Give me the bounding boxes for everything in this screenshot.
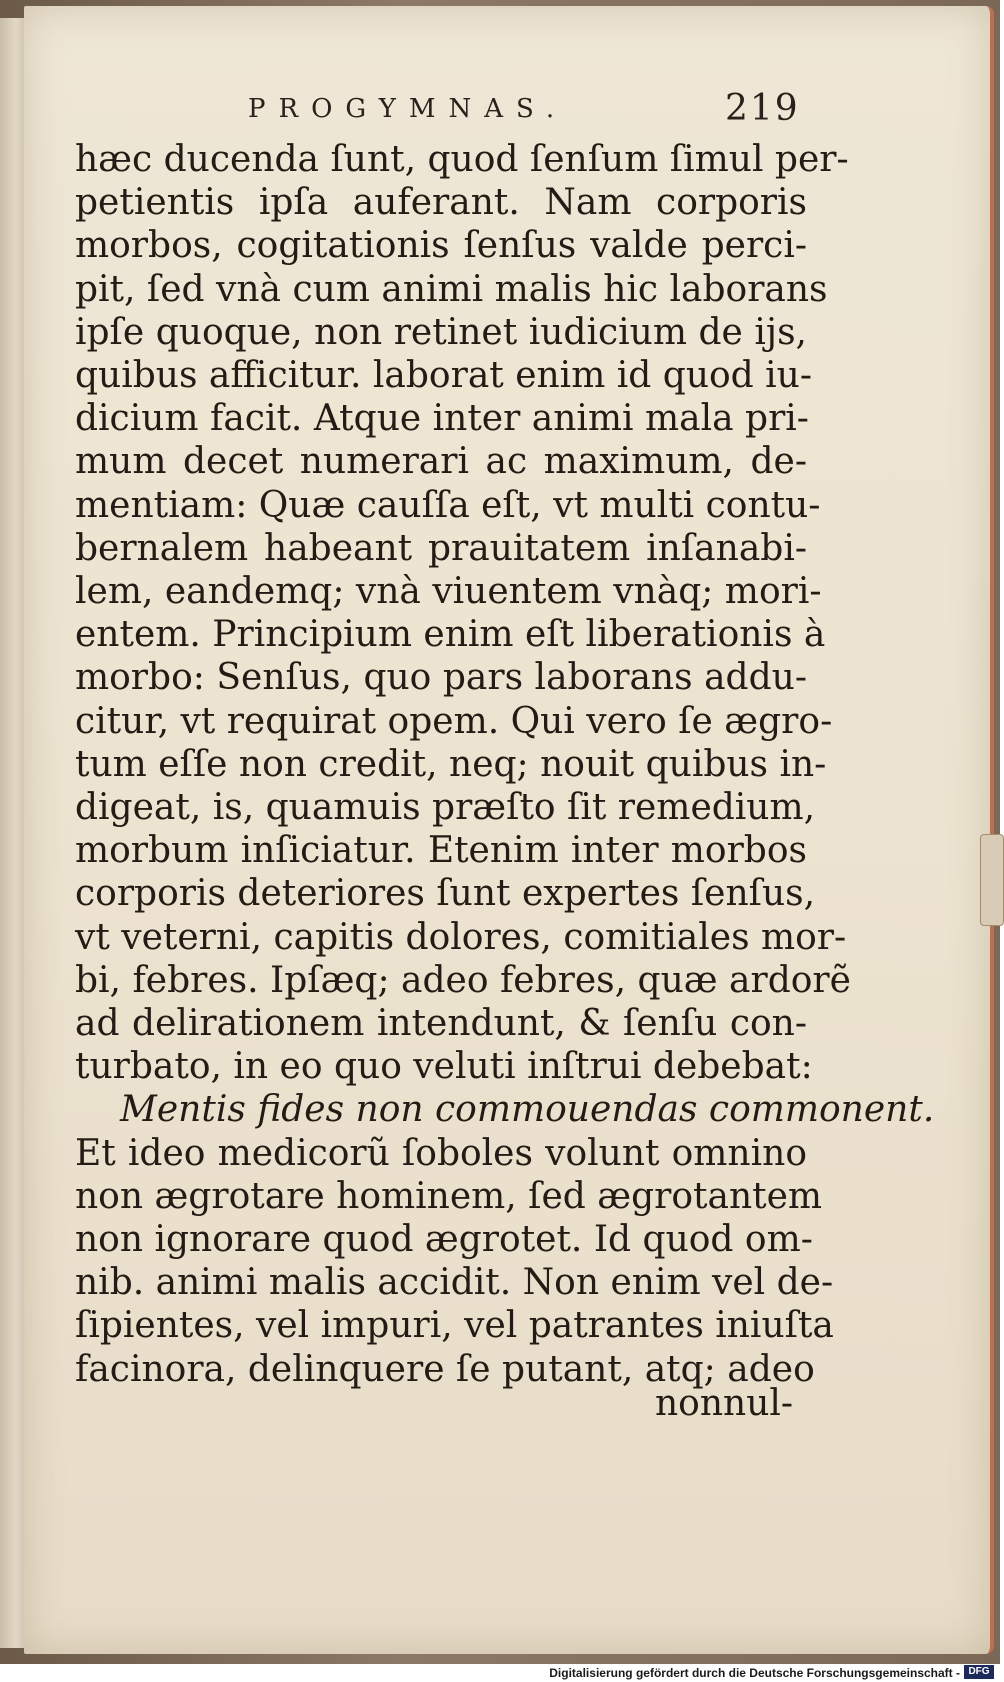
- text-line: ſipientes, vel impuri, vel patrantes iniuſta: [75, 1305, 834, 1347]
- text-line: dicium facit. Atque inter animi mala pri-: [75, 398, 809, 440]
- text-line: corporis deteriores ſunt expertes ſenſus,: [75, 873, 816, 915]
- funding-credit: Digitalisierung gefördert durch die Deutsche Forschungsgemeinschaft -: [549, 1666, 960, 1680]
- text-line: ad delirationem intendunt, & ſenſu con-: [75, 1003, 807, 1045]
- page-tab-mark: [980, 834, 1004, 926]
- main-text: [75, 138, 935, 1391]
- text-line: entem. Principium enim eſt liberationis à: [75, 614, 826, 656]
- text-line: morbos, cogitationis ſenſus valde perci-: [75, 225, 807, 267]
- text-line: quibus afficitur. laborat enim id quod iu-: [75, 355, 813, 397]
- dfg-logo-icon: DFG: [964, 1665, 994, 1679]
- text-line: non ignorare quod ægrotet. Id quod om-: [75, 1219, 813, 1261]
- text-line: citur, vt requirat opem. Qui vero ſe ægro-: [75, 700, 833, 742]
- running-head-title: PROGYMNAS.: [248, 94, 568, 124]
- catchword: nonnul-: [655, 1383, 794, 1424]
- text-line: turbato, in eo quo veluti inſtrui debebat:: [75, 1046, 813, 1088]
- page-number: 219: [725, 88, 800, 129]
- text-line: nib. animi malis accidit. Non enim vel de-: [75, 1262, 834, 1304]
- text-line: digeat, is, quamuis præſto ſit remedium,: [75, 787, 816, 829]
- text-line: petientis ipſa auferant. Nam corporis: [75, 182, 807, 224]
- previous-page-edge: [0, 18, 27, 1648]
- text-line: facinora, delinquere ſe putant, atq; adeo: [75, 1348, 815, 1390]
- text-line: bi, febres. Ipſæq; adeo febres, quæ ardorẽ: [75, 959, 851, 1001]
- text-line: hæc ducenda ſunt, quod ſenſum ſimul per-: [75, 139, 849, 180]
- running-head: [220, 90, 820, 130]
- text-line: Et ideo medicorũ ſoboles volunt omnino: [75, 1132, 807, 1174]
- text-line: tum eſſe non credit, neq; nouit quibus in-: [75, 743, 827, 785]
- text-line: lem, eandemq; vnà viuentem vnàq; mori-: [75, 571, 822, 613]
- text-line: pit, ſed vnà cum animi malis hic laborans: [75, 268, 828, 310]
- text-line: mum decet numerari ac maximum, de-: [75, 441, 807, 483]
- italic-quotation-line: Mentis fides non commouendas commonent.: [120, 1089, 935, 1131]
- text-line: ipſe quoque, non retinet iudicium de ijs,: [75, 311, 807, 353]
- text-line: vt veterni, capitis dolores, comitiales mor-: [75, 916, 847, 958]
- text-line: mentiam: Quæ cauſſa eſt, vt multi contu-: [75, 484, 821, 526]
- text-line: non ægrotare hominem, ſed ægrotantem: [75, 1175, 823, 1217]
- text-line: bernalem habeant prauitatem inſanabi-: [75, 527, 807, 569]
- text-line: morbo: Senſus, quo pars laborans addu-: [75, 657, 807, 699]
- text-line: morbum inſiciatur. Etenim inter morbos: [75, 830, 807, 872]
